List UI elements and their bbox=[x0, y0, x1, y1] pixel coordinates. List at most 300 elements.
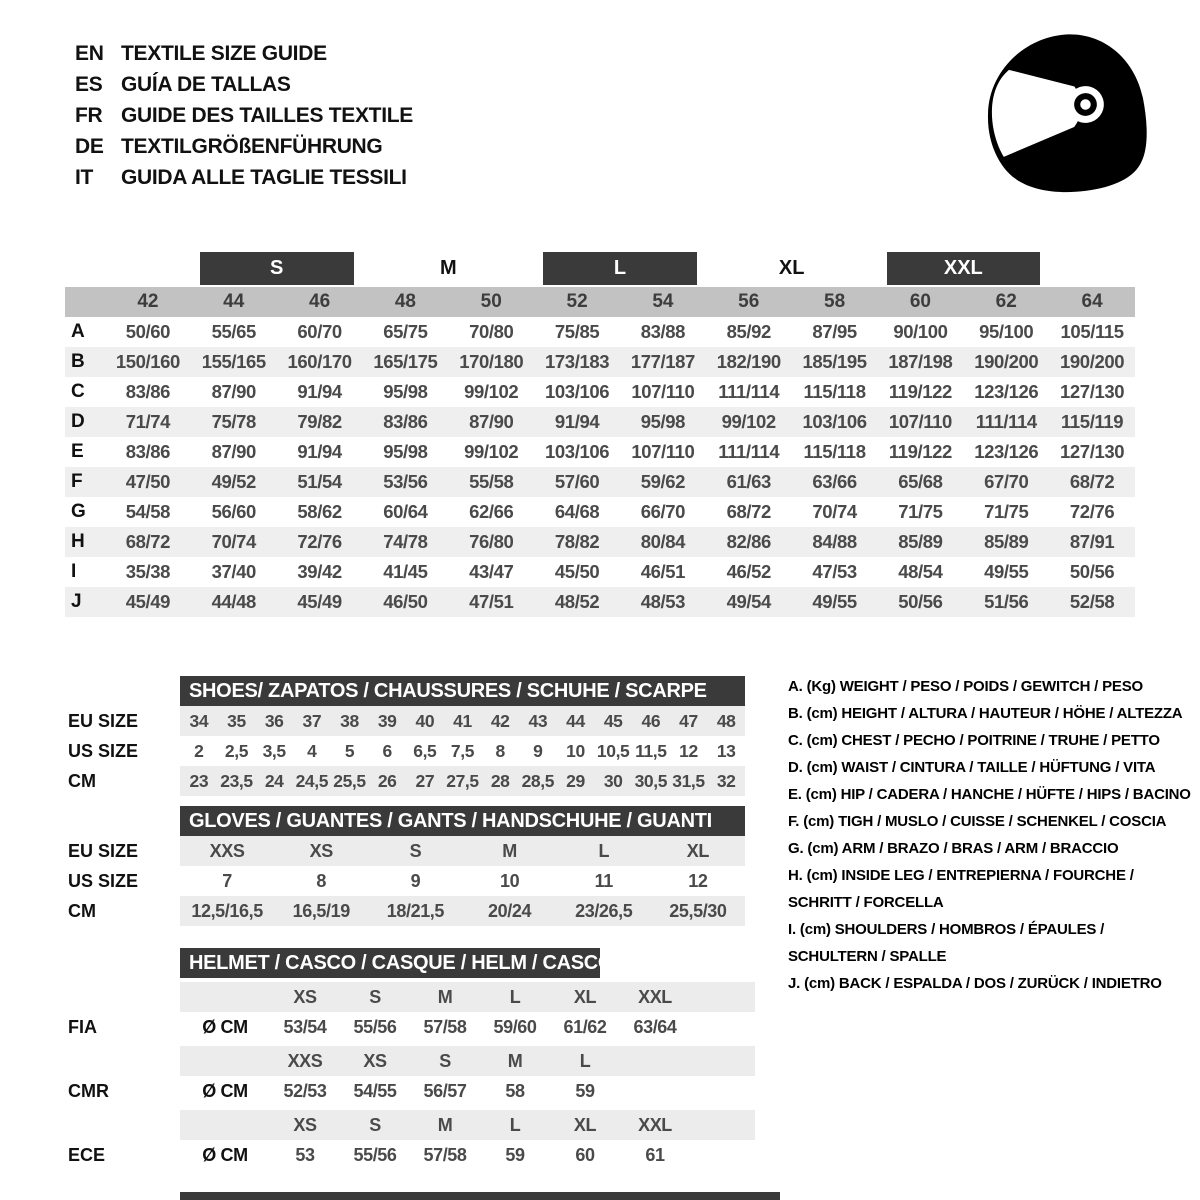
section-header: GLOVES / GUANTES / GANTS / HANDSCHUHE / GUANTI bbox=[180, 806, 745, 836]
row-label: E bbox=[71, 441, 84, 462]
value-cell: 13 bbox=[716, 741, 736, 761]
language-row bbox=[75, 162, 413, 193]
size-cell: 64 bbox=[1081, 291, 1103, 312]
value-cell: 91/94 bbox=[297, 441, 342, 462]
row-label: I bbox=[71, 561, 77, 582]
value-cell: 165/175 bbox=[373, 351, 438, 372]
value-cell: 155/165 bbox=[201, 351, 266, 372]
value-cell: 46/51 bbox=[640, 561, 686, 582]
value-cell: 85/92 bbox=[726, 321, 771, 342]
value-cell: 6 bbox=[382, 741, 392, 761]
value-cell: 9 bbox=[410, 871, 421, 891]
value-cell: 71/74 bbox=[125, 411, 171, 432]
section-row bbox=[68, 836, 745, 866]
value-cell: 48/52 bbox=[554, 591, 600, 612]
size-band: L bbox=[543, 252, 697, 285]
size-cell: 50 bbox=[480, 291, 502, 312]
size-cell: S bbox=[369, 987, 381, 1007]
value-cell: 190/200 bbox=[1060, 351, 1125, 372]
language-label: GUIDA ALLE TAGLIE TESSILI bbox=[121, 166, 407, 189]
size-cell: L bbox=[579, 1051, 591, 1071]
value-cell: 95/100 bbox=[979, 321, 1034, 342]
value-cell: 10 bbox=[499, 871, 520, 891]
row-label: B bbox=[71, 351, 85, 372]
value-cell: 63/64 bbox=[633, 1017, 677, 1037]
value-cell: 95/98 bbox=[383, 441, 428, 462]
value-cell: 85/89 bbox=[898, 531, 943, 552]
size-band: M bbox=[439, 257, 457, 279]
value-cell: 83/86 bbox=[125, 381, 171, 402]
size-cell: 44 bbox=[223, 291, 245, 312]
language-row bbox=[75, 69, 413, 100]
size-cell: 58 bbox=[824, 291, 846, 312]
value-cell: 2,5 bbox=[224, 741, 249, 761]
size-band: XXL bbox=[887, 252, 1041, 285]
value-cell: 74/78 bbox=[383, 531, 428, 552]
row-side-label: US SIZE bbox=[68, 741, 139, 761]
language-code: FR bbox=[75, 104, 103, 127]
value-cell: 49/55 bbox=[812, 591, 857, 612]
value-cell: 68/72 bbox=[125, 531, 171, 552]
row-label: H bbox=[71, 531, 85, 552]
value-cell: 29 bbox=[566, 771, 585, 791]
language-label: TEXTILGRÖßENFÜHRUNG bbox=[121, 135, 383, 158]
value-cell: 48/54 bbox=[898, 561, 943, 582]
table-row bbox=[65, 377, 1135, 407]
size-cell: XXS bbox=[287, 1051, 323, 1071]
value-cell: 6,5 bbox=[413, 741, 437, 761]
value-cell: 55/56 bbox=[353, 1017, 397, 1037]
value-cell: 107/110 bbox=[888, 411, 952, 432]
value-cell: 75/85 bbox=[554, 321, 600, 342]
row-label: F bbox=[71, 471, 83, 492]
value-cell: 82/86 bbox=[726, 531, 771, 552]
row-side-label: EU SIZE bbox=[68, 841, 139, 861]
value-cell: 56/60 bbox=[211, 501, 256, 522]
value-cell: 87/90 bbox=[211, 381, 256, 402]
legend-item: C. (cm) CHEST / PECHO / POITRINE / TRUHE / PETTO bbox=[788, 732, 1160, 749]
textile-size-table bbox=[65, 250, 1135, 617]
value-cell: L bbox=[598, 841, 610, 861]
size-cell: 42 bbox=[137, 291, 159, 312]
value-cell: 91/94 bbox=[297, 381, 342, 402]
section-row bbox=[68, 736, 745, 766]
value-cell: 95/98 bbox=[640, 411, 686, 432]
helmet-value-row bbox=[68, 1140, 755, 1170]
value-cell: 61 bbox=[645, 1145, 665, 1165]
helmet-value-row bbox=[68, 1076, 755, 1106]
helmet-size-row bbox=[180, 1046, 755, 1076]
table-row bbox=[65, 437, 1135, 467]
value-cell: 27 bbox=[415, 771, 435, 791]
row-side-label: EU SIZE bbox=[68, 711, 139, 731]
value-cell: 66/70 bbox=[640, 501, 686, 522]
value-cell: 42 bbox=[490, 711, 510, 731]
legend-item: H. (cm) INSIDE LEG / ENTREPIERNA / FOURCHE / SCHRITT / FORCELLA bbox=[788, 867, 1134, 911]
language-label: GUIDE DES TAILLES TEXTILE bbox=[121, 104, 413, 127]
value-cell: 68/72 bbox=[726, 501, 771, 522]
helmet-size-row bbox=[180, 1110, 755, 1140]
helmet-icon bbox=[978, 30, 1153, 203]
row-label: A bbox=[71, 321, 85, 342]
value-cell: XXS bbox=[209, 841, 245, 861]
legend bbox=[788, 673, 1193, 997]
value-cell: 10,5 bbox=[596, 741, 630, 761]
value-cell: 103/106 bbox=[545, 441, 610, 462]
value-cell: 68/72 bbox=[1069, 471, 1115, 492]
value-cell: 56/57 bbox=[423, 1081, 467, 1101]
value-cell: 28,5 bbox=[521, 771, 555, 791]
value-cell: 23/26,5 bbox=[575, 901, 633, 921]
value-cell: 70/74 bbox=[211, 531, 256, 552]
value-cell: 45/49 bbox=[125, 591, 171, 612]
value-cell: 52/53 bbox=[283, 1081, 327, 1101]
section-row bbox=[68, 896, 745, 926]
value-cell: 59 bbox=[575, 1081, 595, 1101]
value-cell: 37 bbox=[302, 711, 322, 731]
value-cell: 32 bbox=[716, 771, 736, 791]
value-cell: 44 bbox=[566, 711, 585, 731]
value-cell: 70/74 bbox=[812, 501, 857, 522]
value-cell: 84/88 bbox=[812, 531, 857, 552]
value-cell: 57/58 bbox=[423, 1017, 467, 1037]
value-cell: 127/130 bbox=[1060, 381, 1125, 402]
value-cell: 39 bbox=[377, 711, 397, 731]
value-cell: 111/114 bbox=[718, 441, 780, 462]
value-cell: 62/66 bbox=[469, 501, 514, 522]
value-cell: 59 bbox=[505, 1145, 525, 1165]
value-cell: 12 bbox=[688, 871, 708, 891]
value-cell: 49/55 bbox=[984, 561, 1029, 582]
size-cell: XS bbox=[363, 1051, 387, 1071]
size-cell: XXL bbox=[638, 1115, 672, 1135]
value-cell: 115/118 bbox=[803, 441, 866, 462]
row-label: G bbox=[71, 501, 86, 522]
row-side-label: CM bbox=[68, 771, 96, 791]
value-cell: 38 bbox=[340, 711, 359, 731]
value-cell: M bbox=[502, 841, 517, 861]
size-cell: 56 bbox=[738, 291, 760, 312]
value-cell: 119/122 bbox=[888, 441, 952, 462]
size-cell: XL bbox=[573, 1115, 597, 1135]
value-cell: 53/56 bbox=[383, 471, 428, 492]
size-cell: 54 bbox=[652, 291, 674, 312]
value-cell: 28 bbox=[490, 771, 510, 791]
table-row bbox=[65, 587, 1135, 617]
value-cell: 2 bbox=[194, 741, 204, 761]
row-label: C bbox=[71, 381, 85, 402]
value-cell: 67/70 bbox=[984, 471, 1029, 492]
value-cell: 123/126 bbox=[974, 441, 1039, 462]
value-cell: 20/24 bbox=[488, 901, 532, 921]
helmet-size-row bbox=[180, 982, 755, 1012]
helmet-value-row bbox=[68, 1012, 755, 1042]
value-cell: 37/40 bbox=[211, 561, 256, 582]
legend-item: B. (cm) HEIGHT / ALTURA / HAUTEUR / HÖHE / ALTEZZA bbox=[788, 705, 1183, 722]
value-cell: 119/122 bbox=[888, 381, 952, 402]
legend-item: E. (cm) HIP / CADERA / HANCHE / HÜFTE / HIPS / BACINO bbox=[788, 786, 1191, 803]
size-cell: M bbox=[437, 1115, 453, 1135]
value-cell: 150/160 bbox=[115, 351, 180, 372]
value-cell: 4 bbox=[307, 741, 317, 761]
value-cell: 111/114 bbox=[718, 381, 780, 402]
size-cell: 60 bbox=[909, 291, 931, 312]
value-cell: 39/42 bbox=[297, 561, 342, 582]
helmet-section bbox=[68, 948, 755, 1170]
value-cell: 76/80 bbox=[469, 531, 514, 552]
value-cell: 35/38 bbox=[125, 561, 171, 582]
value-cell: 46 bbox=[641, 711, 661, 731]
value-cell: 65/68 bbox=[898, 471, 943, 492]
value-cell: 49/54 bbox=[726, 591, 771, 612]
value-cell: 170/180 bbox=[459, 351, 524, 372]
size-cell: L bbox=[509, 1115, 521, 1135]
language-label: TEXTILE SIZE GUIDE bbox=[121, 42, 327, 65]
value-cell: 3,5 bbox=[262, 741, 286, 761]
value-cell: 50/56 bbox=[1069, 561, 1115, 582]
value-cell: 127/130 bbox=[1060, 441, 1125, 462]
size-cell: M bbox=[437, 987, 453, 1007]
value-cell: 55/58 bbox=[469, 471, 514, 492]
language-row bbox=[75, 131, 413, 162]
value-cell: 99/102 bbox=[464, 441, 519, 462]
value-cell: 10 bbox=[566, 741, 585, 761]
value-cell: 51/56 bbox=[984, 591, 1029, 612]
size-cell: 46 bbox=[309, 291, 331, 312]
unit-cell: Ø CM bbox=[202, 1017, 248, 1037]
section-row bbox=[68, 866, 745, 896]
size-cell: L bbox=[509, 987, 521, 1007]
value-cell: 8 bbox=[316, 871, 327, 891]
unit-cell: Ø CM bbox=[202, 1145, 248, 1165]
value-cell: 83/86 bbox=[383, 411, 428, 432]
value-cell: 24,5 bbox=[295, 771, 329, 791]
table-row bbox=[65, 317, 1135, 347]
language-row bbox=[75, 38, 413, 69]
value-cell: 49/52 bbox=[211, 471, 256, 492]
value-cell: 16,5/19 bbox=[292, 901, 350, 921]
value-cell: 53 bbox=[295, 1145, 315, 1165]
value-cell: 177/187 bbox=[630, 351, 695, 372]
value-cell: 44/48 bbox=[211, 591, 256, 612]
value-cell: 27,5 bbox=[446, 771, 479, 791]
value-cell: 87/91 bbox=[1069, 531, 1115, 552]
value-cell: 187/198 bbox=[888, 351, 953, 372]
value-cell: 23 bbox=[189, 771, 209, 791]
size-cell: 62 bbox=[995, 291, 1017, 312]
value-cell: 48/53 bbox=[640, 591, 686, 612]
value-cell: 46/50 bbox=[383, 591, 428, 612]
value-cell: 53/54 bbox=[283, 1017, 327, 1037]
size-band: XL bbox=[778, 257, 805, 279]
value-cell: 70/80 bbox=[469, 321, 514, 342]
language-code: DE bbox=[75, 135, 104, 158]
value-cell: 12 bbox=[679, 741, 698, 761]
bottom-cropped-bar bbox=[180, 1192, 780, 1200]
value-cell: 83/88 bbox=[640, 321, 686, 342]
value-cell: 41 bbox=[453, 711, 472, 731]
value-cell: 160/170 bbox=[287, 351, 352, 372]
value-cell: 58 bbox=[505, 1081, 525, 1101]
value-cell: 72/76 bbox=[1069, 501, 1115, 522]
value-cell: 87/90 bbox=[211, 441, 256, 462]
size-header-row bbox=[65, 287, 1135, 317]
value-cell: 46/52 bbox=[726, 561, 771, 582]
section-header: SHOES/ ZAPATOS / CHAUSSURES / SCHUHE / SCARPE bbox=[180, 676, 745, 706]
value-cell: 5 bbox=[344, 741, 355, 761]
row-side-label: ECE bbox=[68, 1145, 106, 1165]
value-cell: 12,5/16,5 bbox=[191, 901, 263, 921]
value-cell: XL bbox=[686, 841, 709, 861]
value-cell: 31,5 bbox=[672, 771, 705, 791]
value-cell: 75/78 bbox=[211, 411, 256, 432]
row-label: J bbox=[71, 591, 82, 612]
value-cell: 24 bbox=[264, 771, 284, 791]
value-cell: 47 bbox=[679, 711, 698, 731]
row-label: D bbox=[71, 411, 85, 432]
value-cell: 45/49 bbox=[297, 591, 342, 612]
value-cell: 26 bbox=[377, 771, 397, 791]
value-cell: 57/58 bbox=[423, 1145, 467, 1165]
language-label: GUÍA DE TALLAS bbox=[121, 73, 291, 96]
value-cell: 34 bbox=[189, 711, 209, 731]
value-cell: 35 bbox=[227, 711, 246, 731]
value-cell: 99/102 bbox=[721, 411, 776, 432]
value-cell: 99/102 bbox=[464, 381, 519, 402]
value-cell: 90/100 bbox=[893, 321, 948, 342]
legend-item: J. (cm) BACK / ESPALDA / DOS / ZURÜCK / INDIETRO bbox=[788, 975, 1162, 992]
section-row bbox=[68, 706, 745, 736]
value-cell: 71/75 bbox=[898, 501, 943, 522]
value-cell: 63/66 bbox=[812, 471, 857, 492]
value-cell: 47/53 bbox=[812, 561, 857, 582]
row-side-label: US SIZE bbox=[68, 871, 139, 891]
value-cell: 30,5 bbox=[634, 771, 668, 791]
value-cell: 61/62 bbox=[563, 1017, 607, 1037]
value-cell: 47/51 bbox=[469, 591, 514, 612]
value-cell: 11 bbox=[594, 871, 613, 891]
value-cell: 72/76 bbox=[297, 531, 342, 552]
row-side-label: FIA bbox=[68, 1017, 97, 1037]
row-side-label: CM bbox=[68, 901, 96, 921]
value-cell: 43/47 bbox=[469, 561, 514, 582]
value-cell: 64/68 bbox=[554, 501, 600, 522]
value-cell: 85/89 bbox=[984, 531, 1029, 552]
value-cell: 36 bbox=[264, 711, 284, 731]
size-band: S bbox=[200, 252, 354, 285]
value-cell: 43 bbox=[528, 711, 548, 731]
value-cell: XS bbox=[309, 841, 333, 861]
value-cell: 52/58 bbox=[1069, 591, 1115, 612]
gloves-section bbox=[68, 806, 745, 926]
value-cell: 55/65 bbox=[211, 321, 256, 342]
value-cell: 182/190 bbox=[716, 351, 781, 372]
value-cell: 45 bbox=[603, 711, 623, 731]
value-cell: 59/62 bbox=[640, 471, 686, 492]
value-cell: 30 bbox=[603, 771, 623, 791]
value-cell: 48 bbox=[716, 711, 736, 731]
legend-item: G. (cm) ARM / BRAZO / BRAS / ARM / BRACCIO bbox=[788, 840, 1119, 857]
value-cell: 23,5 bbox=[220, 771, 253, 791]
table-row bbox=[65, 527, 1135, 557]
value-cell: 78/82 bbox=[554, 531, 600, 552]
value-cell: 115/118 bbox=[803, 381, 866, 402]
value-cell: S bbox=[409, 841, 422, 861]
size-cell: XL bbox=[573, 987, 597, 1007]
value-cell: 123/126 bbox=[974, 381, 1039, 402]
value-cell: 61/63 bbox=[726, 471, 771, 492]
value-cell: 105/115 bbox=[1060, 321, 1124, 342]
table-row bbox=[65, 557, 1135, 587]
value-cell: 40 bbox=[415, 711, 435, 731]
size-cell: XXL bbox=[638, 987, 672, 1007]
table-row bbox=[65, 347, 1135, 377]
value-cell: 60 bbox=[575, 1145, 595, 1165]
legend-item: A. (Kg) WEIGHT / PESO / POIDS / GEWITCH / PESO bbox=[788, 678, 1143, 695]
value-cell: 8 bbox=[495, 741, 505, 761]
table-row bbox=[65, 497, 1135, 527]
language-code: IT bbox=[75, 166, 94, 189]
value-cell: 71/75 bbox=[984, 501, 1029, 522]
value-cell: 51/54 bbox=[297, 471, 342, 492]
language-list bbox=[75, 38, 413, 193]
value-cell: 54/55 bbox=[353, 1081, 397, 1101]
value-cell: 25,5/30 bbox=[669, 901, 727, 921]
shoes-section bbox=[68, 676, 745, 796]
value-cell: 41/45 bbox=[383, 561, 428, 582]
section-header: HELMET / CASCO / CASQUE / HELM / CASCO bbox=[180, 948, 600, 978]
legend-item: F. (cm) TIGH / MUSLO / CUISSE / SCHENKEL / COSCIA bbox=[788, 813, 1167, 830]
table-row bbox=[65, 467, 1135, 497]
size-cell: XS bbox=[293, 987, 317, 1007]
size-cell: S bbox=[369, 1115, 381, 1135]
value-cell: 95/98 bbox=[383, 381, 428, 402]
value-cell: 185/195 bbox=[802, 351, 867, 372]
value-cell: 7 bbox=[222, 871, 232, 891]
value-cell: 9 bbox=[533, 741, 543, 761]
value-cell: 57/60 bbox=[554, 471, 600, 492]
value-cell: 60/64 bbox=[383, 501, 428, 522]
value-cell: 47/50 bbox=[125, 471, 171, 492]
table-row bbox=[65, 407, 1135, 437]
legend-item: D. (cm) WAIST / CINTURA / TAILLE / HÜFTUNG / VITA bbox=[788, 759, 1156, 776]
value-cell: 50/56 bbox=[898, 591, 943, 612]
value-cell: 79/82 bbox=[297, 411, 342, 432]
row-side-label: CMR bbox=[68, 1081, 109, 1101]
unit-cell: Ø CM bbox=[202, 1081, 248, 1101]
value-cell: 173/183 bbox=[545, 351, 610, 372]
value-cell: 107/110 bbox=[631, 441, 695, 462]
value-cell: 7,5 bbox=[450, 741, 475, 761]
value-cell: 60/70 bbox=[297, 321, 342, 342]
value-cell: 11,5 bbox=[635, 741, 667, 761]
value-cell: 80/84 bbox=[640, 531, 686, 552]
value-cell: 54/58 bbox=[125, 501, 171, 522]
size-cell: 48 bbox=[394, 291, 416, 312]
value-cell: 107/110 bbox=[631, 381, 695, 402]
language-row bbox=[75, 100, 413, 131]
language-code: ES bbox=[75, 73, 103, 96]
value-cell: 18/21,5 bbox=[386, 901, 445, 921]
size-band-row bbox=[65, 250, 1135, 287]
value-cell: 83/86 bbox=[125, 441, 171, 462]
value-cell: 58/62 bbox=[297, 501, 342, 522]
value-cell: 65/75 bbox=[383, 321, 428, 342]
size-cell: XS bbox=[293, 1115, 317, 1135]
value-cell: 87/95 bbox=[812, 321, 857, 342]
value-cell: 87/90 bbox=[469, 411, 514, 432]
value-cell: 111/114 bbox=[975, 411, 1037, 432]
